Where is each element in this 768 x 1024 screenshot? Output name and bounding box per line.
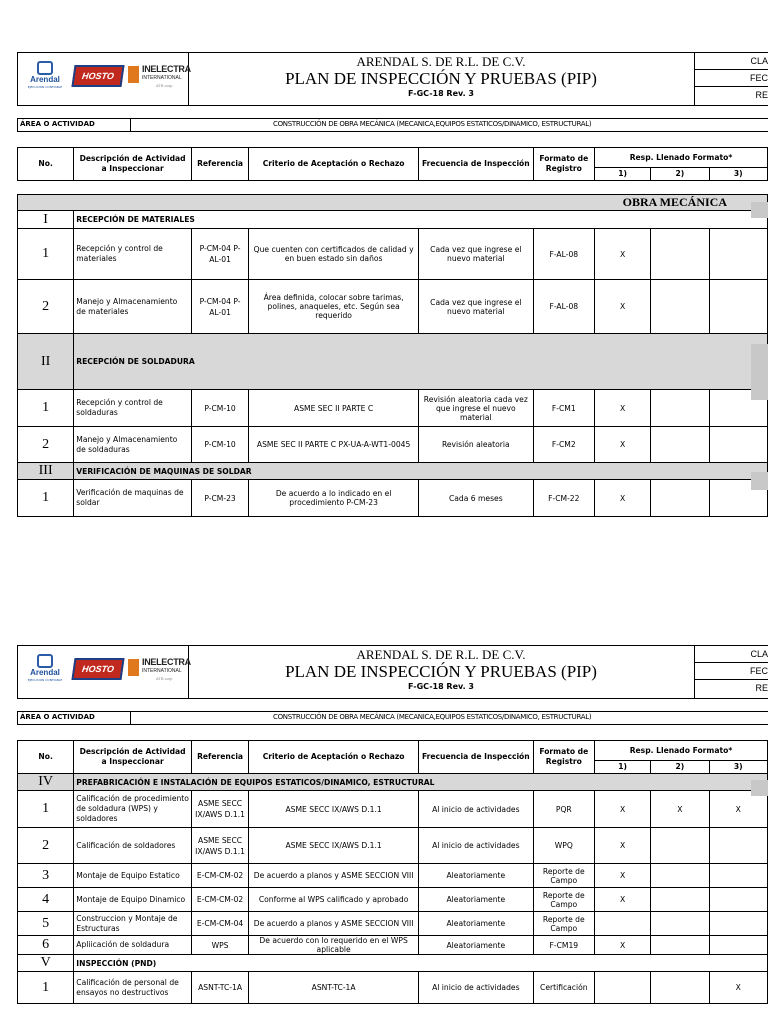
scroll-edge-strip [751, 344, 768, 400]
row-frequency: Aleatoriamente [419, 936, 534, 955]
row-resp-2 [651, 390, 709, 427]
row-description: Recepción y control de soldaduras [74, 390, 192, 427]
row-frequency: Al inicio de actividades [419, 828, 534, 864]
row-resp-1: X [594, 791, 650, 828]
row-resp-3 [709, 888, 767, 912]
row-number: 1 [18, 972, 74, 1004]
company-name: ARENDAL S. DE R.L. DE C.V. [356, 54, 526, 69]
row-format: Reporte de Campo [533, 912, 594, 936]
row-description: Manejo y Almacenamiento de materiales [74, 280, 192, 334]
form-code: F-GC-18 Rev. 3 [408, 89, 474, 98]
row-format: PQR [533, 791, 594, 828]
row-description: Apliicación de soldadura [74, 936, 192, 955]
row-resp-1: X [594, 480, 650, 517]
section-row [18, 211, 768, 229]
row-number: 1 [18, 229, 74, 280]
row-frequency: Aleatoriamente [419, 888, 534, 912]
row-frequency: Revisión aleatoria [419, 427, 534, 463]
row-format: Reporte de Campo [533, 888, 594, 912]
row-resp-2 [651, 480, 709, 517]
row-frequency: Aleatoriamente [419, 912, 534, 936]
area-value: CONSTRUCCIÓN DE OBRA MECÁNICA (MECANICA,EQUIPOS ESTATICOS/DINAMICO, ESTRUCTURAL) [273, 713, 592, 721]
row-resp-2 [651, 280, 709, 334]
row-format: F-CM2 [533, 427, 594, 463]
table-row [18, 828, 768, 864]
row-reference: ASME SECC IX/AWS D.1.1 [191, 791, 248, 828]
page-header [17, 52, 768, 106]
row-criteria: ASNT-TC-1A [249, 972, 419, 1004]
section-row [18, 334, 768, 390]
control-label-fecha: FEC [695, 70, 768, 87]
inspection-table-page-1 [17, 147, 768, 517]
control-label-revision: RE [755, 90, 768, 100]
row-criteria: De acuerdo a planos y ASME SECCION VIII [249, 864, 419, 888]
row-criteria: Conforme al WPS calificado y aprobado [249, 888, 419, 912]
row-reference: P-CM-10 [191, 390, 248, 427]
area-row [17, 118, 768, 132]
row-criteria: ASME SEC II PARTE C PX-UA-A-WT1-0045 [249, 427, 419, 463]
row-resp-2 [651, 972, 709, 1004]
section-band-row [18, 195, 768, 211]
section-row [18, 463, 768, 480]
scroll-edge-strip [751, 780, 768, 796]
row-resp-3: X [709, 972, 767, 1004]
table-row [18, 972, 768, 1004]
row-resp-3 [709, 864, 767, 888]
row-resp-1 [594, 912, 650, 936]
row-frequency: Cada 6 meses [419, 480, 534, 517]
row-resp-1: X [594, 936, 650, 955]
control-box [694, 646, 768, 698]
arendal-logo: Arendal EJECUCIÓN CONFIABLE [23, 61, 67, 97]
section-number: V [18, 955, 74, 972]
hosto-logo: HOSTO [71, 65, 124, 87]
col-resp-1: 1) [594, 168, 650, 181]
row-reference: E-CM-CM-02 [191, 864, 248, 888]
row-resp-2 [651, 229, 709, 280]
hosto-logo: HOSTO [71, 658, 124, 680]
area-value: CONSTRUCCIÓN DE OBRA MECÁNICA (MECANICA,EQUIPOS ESTATICOS/DINAMICO, ESTRUCTURAL) [273, 120, 592, 128]
row-number: 5 [18, 912, 74, 936]
section-number: IV [18, 774, 74, 791]
col-reference: Referencia [191, 741, 248, 774]
col-frequency: Frecuencia de Inspección [419, 148, 534, 181]
scroll-edge-strip [751, 202, 768, 218]
col-criteria: Criterio de Aceptación o Rechazo [249, 148, 419, 181]
row-number: 6 [18, 936, 74, 955]
table-row [18, 390, 768, 427]
row-criteria: De acuerdo con lo requerido en el WPS aplicable [249, 936, 419, 955]
form-code: F-GC-18 Rev. 3 [408, 682, 474, 691]
row-criteria: ASME SECC IX/AWS D.1.1 [249, 791, 419, 828]
row-resp-3 [709, 828, 767, 864]
row-number: 1 [18, 390, 74, 427]
row-resp-3: X [709, 791, 767, 828]
control-label-revision: RE [755, 683, 768, 693]
row-resp-2 [651, 912, 709, 936]
row-description: Manejo y Almacenamiento de soldaduras [74, 427, 192, 463]
table-row [18, 912, 768, 936]
row-number: 2 [18, 280, 74, 334]
row-reference: E-CM-CM-04 [191, 912, 248, 936]
col-description: Descripción de Actividad a Inspeccionar [74, 741, 192, 774]
row-format: F-CM1 [533, 390, 594, 427]
col-responsible: Resp. Llenado Formato* [594, 148, 767, 168]
section-title: RECEPCIÓN DE MATERIALES [74, 211, 768, 229]
row-resp-1: X [594, 229, 650, 280]
col-responsible: Resp. Llenado Formato* [594, 741, 767, 761]
row-number: 1 [18, 791, 74, 828]
row-resp-1: X [594, 828, 650, 864]
section-number: II [18, 334, 74, 390]
row-format: WPQ [533, 828, 594, 864]
row-description: Recepción y control de materiales [74, 229, 192, 280]
row-resp-1: X [594, 390, 650, 427]
row-resp-3 [709, 280, 767, 334]
row-resp-1: X [594, 888, 650, 912]
document-title [188, 53, 694, 105]
row-frequency: Cada vez que ingrese el nuevo material [419, 280, 534, 334]
table-row [18, 864, 768, 888]
row-reference: P-CM-23 [191, 480, 248, 517]
row-description: Construccion y Montaje de Estructuras [74, 912, 192, 936]
row-number: 2 [18, 828, 74, 864]
row-reference: P-CM-04 P-AL-01 [191, 229, 248, 280]
col-criteria: Criterio de Aceptación o Rechazo [249, 741, 419, 774]
control-label-clave: CLA [695, 646, 768, 663]
row-format: F-CM-22 [533, 480, 594, 517]
section-number: III [18, 463, 74, 480]
col-resp-3: 3) [709, 168, 767, 181]
row-resp-3 [709, 427, 767, 463]
inelectra-logo: INELECTRA INTERNATIONAL ATB corp [128, 656, 188, 686]
table-row [18, 888, 768, 912]
row-frequency: Al inicio de actividades [419, 972, 534, 1004]
row-reference: ASNT-TC-1A [191, 972, 248, 1004]
row-description: Montaje de Equipo Estatico [74, 864, 192, 888]
row-reference: WPS [191, 936, 248, 955]
row-description: Calificación de soldadores [74, 828, 192, 864]
col-reference: Referencia [191, 148, 248, 181]
row-resp-1 [594, 972, 650, 1004]
section-number: I [18, 211, 74, 229]
row-resp-1: X [594, 864, 650, 888]
plan-title: PLAN DE INSPECCIÓN Y PRUEBAS (PIP) [285, 662, 597, 681]
row-criteria: De acuerdo a planos y ASME SECCION VIII [249, 912, 419, 936]
row-format: F-CM19 [533, 936, 594, 955]
document-title [188, 646, 694, 698]
row-number: 3 [18, 864, 74, 888]
logo-area [18, 53, 189, 105]
col-resp-1: 1) [594, 761, 650, 774]
inspection-table-page-2 [17, 740, 768, 1004]
row-resp-3 [709, 912, 767, 936]
row-description: Verificación de maquinas de soldar [74, 480, 192, 517]
row-reference: P-CM-04 P-AL-01 [191, 280, 248, 334]
row-description: Calificación de procedimiento de soldadura (WPS) y soldadores [74, 791, 192, 828]
area-label: ÁREA O ACTIVIDAD [20, 120, 95, 128]
row-resp-2 [651, 936, 709, 955]
col-resp-2: 2) [651, 761, 709, 774]
section-title: RECEPCIÓN DE SOLDADURA [74, 334, 768, 390]
table-row [18, 427, 768, 463]
row-number: 1 [18, 480, 74, 517]
section-title: INSPECCIÓN (PND) [74, 955, 768, 972]
inelectra-logo: INELECTRA INTERNATIONAL ATB corp [128, 63, 188, 93]
row-description: Calificación de personal de ensayos no destructivos [74, 972, 192, 1004]
logo-area [18, 646, 189, 698]
col-resp-3: 3) [709, 761, 767, 774]
section-title: PREFABRICACIÓN E INSTALACIÓN DE EQUIPOS ESTATICOS/DINAMICO, ESTRUCTURAL [74, 774, 768, 791]
table-row [18, 480, 768, 517]
col-no: No. [18, 148, 74, 181]
arendal-logo: Arendal EJECUCIÓN CONFIABLE [23, 654, 67, 690]
document-page-1 [17, 52, 768, 507]
row-format: F-AL-08 [533, 280, 594, 334]
row-number: 4 [18, 888, 74, 912]
row-criteria: De acuerdo a lo indicado en el procedimiento P-CM-23 [249, 480, 419, 517]
row-frequency: Aleatoriamente [419, 864, 534, 888]
page-header [17, 645, 768, 699]
plan-title: PLAN DE INSPECCIÓN Y PRUEBAS (PIP) [285, 69, 597, 88]
area-label: ÁREA O ACTIVIDAD [20, 713, 95, 721]
row-resp-1: X [594, 427, 650, 463]
row-resp-3 [709, 229, 767, 280]
col-frequency: Frecuencia de Inspección [419, 741, 534, 774]
company-name: ARENDAL S. DE R.L. DE C.V. [356, 647, 526, 662]
scroll-edge-strip [751, 472, 768, 490]
col-no: No. [18, 741, 74, 774]
row-frequency: Revisión aleatoria cada vez que ingrese el nuevo material [419, 390, 534, 427]
row-format: Certificación [533, 972, 594, 1004]
section-row [18, 955, 768, 972]
row-reference: P-CM-10 [191, 427, 248, 463]
row-format: F-AL-08 [533, 229, 594, 280]
document-page-2 [17, 645, 768, 997]
row-frequency: Cada vez que ingrese el nuevo material [419, 229, 534, 280]
col-description: Descripción de Actividad a Inspeccionar [74, 148, 192, 181]
control-box [694, 53, 768, 105]
row-resp-1: X [594, 280, 650, 334]
row-criteria: ASME SECC IX/AWS D.1.1 [249, 828, 419, 864]
col-format: Formato de Registro [533, 741, 594, 774]
table-row [18, 936, 768, 955]
row-frequency: Al inicio de actividades [419, 791, 534, 828]
col-resp-2: 2) [651, 168, 709, 181]
section-row [18, 774, 768, 791]
control-label-clave: CLA [695, 53, 768, 70]
section-band-obra-mecanica: OBRA MECÁNICA [18, 195, 768, 211]
row-format: Reporte de Campo [533, 864, 594, 888]
row-resp-3 [709, 936, 767, 955]
table-row [18, 229, 768, 280]
row-criteria: Área definida, colocar sobre tarimas, polines, anaqueles, etc. Según sea requerido [249, 280, 419, 334]
table-row [18, 280, 768, 334]
row-reference: ASME SECC IX/AWS D.1.1 [191, 828, 248, 864]
row-resp-2 [651, 888, 709, 912]
section-title: VERIFICACIÓN DE MAQUINAS DE SOLDAR [74, 463, 768, 480]
row-criteria: ASME SEC II PARTE C [249, 390, 419, 427]
row-reference: E-CM-CM-02 [191, 888, 248, 912]
row-resp-2 [651, 828, 709, 864]
row-number: 2 [18, 427, 74, 463]
area-row [17, 711, 768, 725]
row-resp-2 [651, 864, 709, 888]
row-resp-2: X [651, 791, 709, 828]
row-description: Montaje de Equipo Dinamico [74, 888, 192, 912]
row-resp-2 [651, 427, 709, 463]
table-row [18, 791, 768, 828]
col-format: Formato de Registro [533, 148, 594, 181]
control-label-fecha: FEC [695, 663, 768, 680]
row-criteria: Que cuenten con certificados de calidad y en buen estado sin daños [249, 229, 419, 280]
